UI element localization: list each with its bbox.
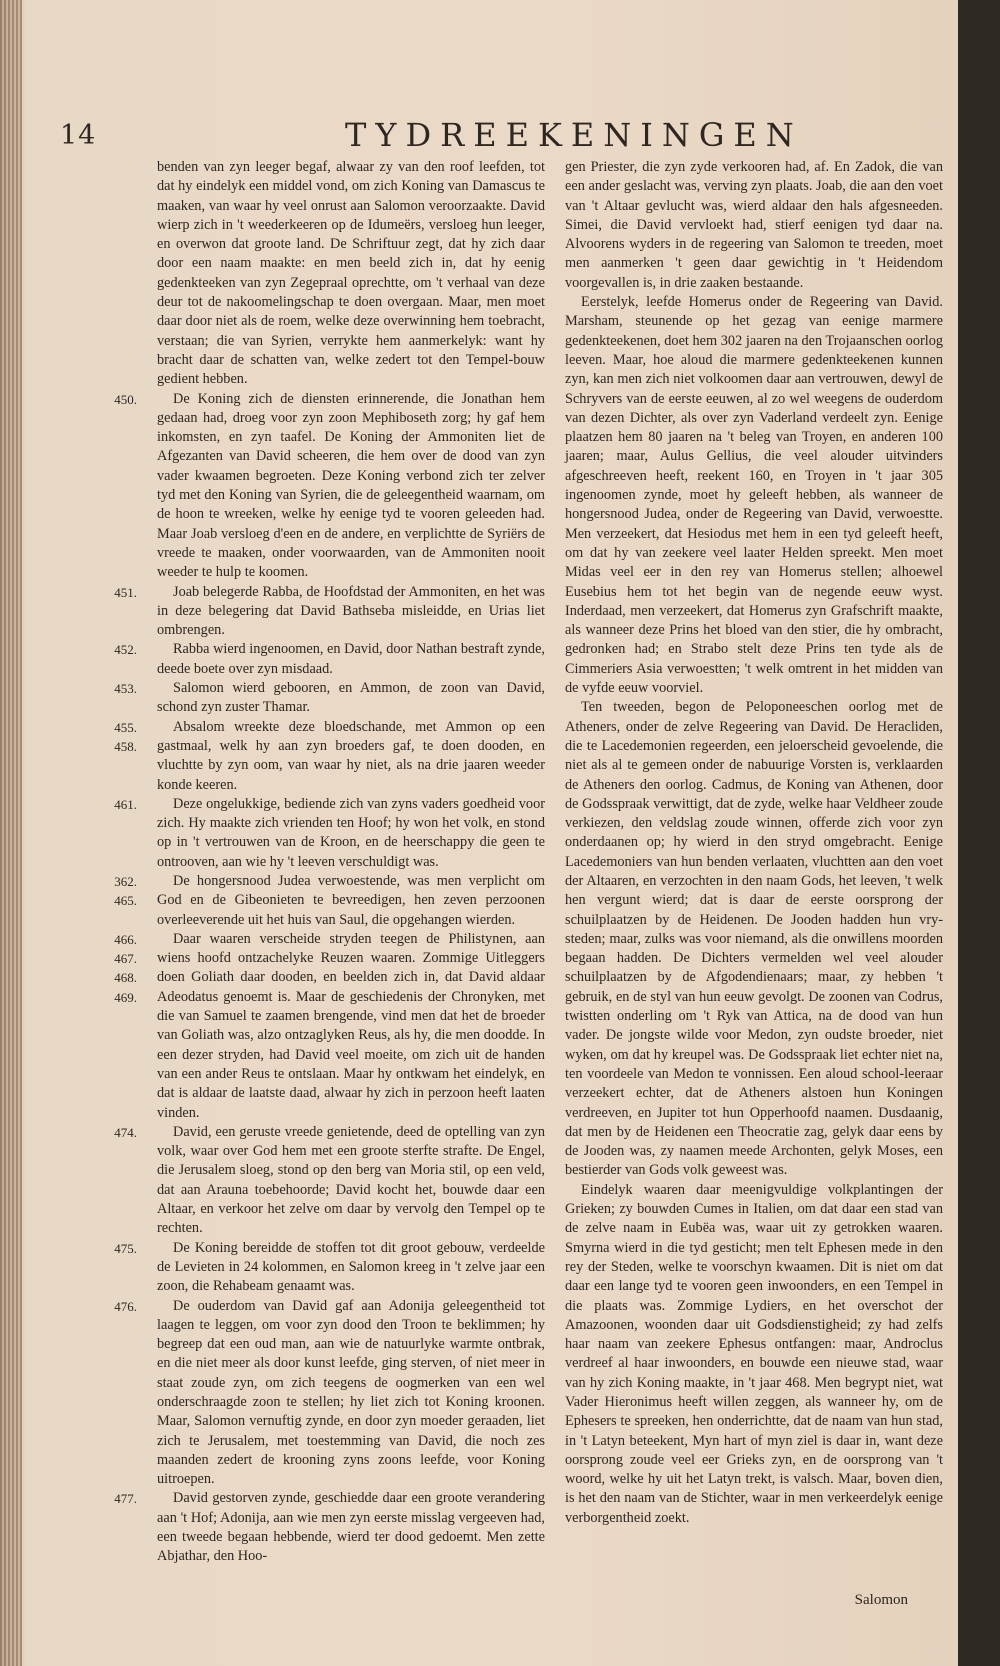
margin-year: 474.	[114, 1124, 137, 1140]
margin-year: 453.	[114, 681, 137, 697]
catchword: Salomon	[854, 1592, 908, 1608]
paragraph-text: Rabba wierd ingenoomen, en David, door Nathan bestraft zynde, deede boete over zyn misdaad.	[157, 641, 545, 677]
paragraph	[114, 1489, 545, 1566]
paragraph: Eerstelyk, leefde Homerus onder de Regeering van David. Marsham, steunende op het gezag van eenige marmere gedenkteekenen, doet hem 302 jaaren na den Trojaanschen oorlog leeven. Maar, hoe aloud die marmere gedenkteekenen kunnen zyn, kan men zich niet volkoomen daar aan vertrouwen, dewyl de Schryvers van de eerste eeuwen, al zo wel weegens de ouderdom van dezen Dichter, als over zyn Vaderland verdeelt zyn. Eenige plaatzen hem 80 jaaren na 't beleg van Troyen, en anderen 100 jaaren; maar, Aulus Gellius, die veel alouder uitvinders afgeschreeven heeft, reekent 160, en Troyen in 't jaar 305 ingenoomen zynde, moet hy geleeft hebben, als wanneer de hongersnood Judea, onder de Regeering van David, verwoestte. Men verzeekert, dat Hesiodus met hem in een tyd geleeft heeft, om dat hy van zeekere veel laater Helden spreekt. Men moet Midas veel eer in den rey van Homerus stellen; alhoewel Eusebius hem tot het begin van de negende eeuw wyst. Inderdaad, men verzeekert, dat Homerus zyn Grafschrift maakte, als wanneer deze Prins het bloed van den stier, die hy ombracht, gedronken had; en Strabo stelt deze Prins ten tyde als de Cimmeriers Asia verwoestten; 't welk omtrent in het midden van de vyfde eeuw voorviel.	[565, 294, 943, 697]
paragraph: Ten tweeden, begon de Peloponeeschen oorlog met de Atheners, onder de zelve Regeering van David. De Heracliden, die te Lacedemonien regeerden, een jeloerscheid gevoelende, die niet als al te gemeen onder de nabuurige Vorsten is, verklaarden de Atheners den oorlog. Cadmus, de Koning van Athenen, door de Godsspraak verwittigt, dat de zyde, welke haar Veldheer zoude verkiezen, den veldslag zoude winnen, offerde zich voor zyn onderdaanen op; hy wierd in den stryd omgebracht. Eenige Lacedemoniers van hun benden verlaaten, vluchtten aan den voet der Altaaren, en verzochten in den naam Gods, het leeven, 't welk hen vergunt wierd; dat is daar de eerste oorsprong der schuilplaatzen by de Heidenen. De Jooden hadden hun vry-steden; maar, zulks was voor niemand, als die onwillens moorden begaan hadden. De Dichters vermelden wel veel alouder schuilplaatzen by de Afgodendienaars; maar, zy hebben 't gebruik, en de styl van hun eeuw gevolgt. De zoonen van Codrus, twistten onderling om 't Ryk van Attica, na de dood van hun vader. De jongste wilde voor Medon, zyn oudste broeder, niet wyken, om dat hy kreupel was. De Godsspraak liet echter niet na, ten voordeele van Medon te vonnissen. Een aloud school-leeraar verzeekert echter, dat de Atheners alstoen hun Koningen verdreeven, en Jupiter tot hun Opperhoofd naamen. Dusdaanig, dat men by de Heidenen een Theocratie zag, gelyk daar eens by de Jooden was, zy naamen meede Archonten, gelyk Moses, een bestierder van Gods volk geweest was.	[565, 699, 943, 1179]
page-edges	[0, 0, 22, 1666]
paragraph	[114, 1297, 545, 1490]
paragraph	[114, 872, 545, 930]
paragraph-text: De Koning zich de diensten erinnerende, die Jonathan hem gedaan had, droeg voor zyn zoon Mephiboseth zorg; hy gaf hem inkomsten, en zyn taafel. De Koning der Ammoniten liet de Afgezanten van David scheeren, die hem over de dood van zyn vader kwaamen begroeten. Deze Koning verbond zich ter zelver tyd met den Koning van Syrien, die de geleegentheid waarnam, om de hoon te wreeken, welke hy eenige tyd te vooren geleeden had. Maar Joab versloeg d'een en de andere, en verplichtte de Syriërs de vreede te maaken, onder voorwaarden, van de Ammoniten nooit weeder te hulp te koomen.	[157, 390, 545, 581]
margin-year: 450.	[114, 391, 137, 407]
paragraph-text: Deze ongelukkige, bediende zich van zyns vaders goedheid voor zich. Hy maakte zich vrienden ten Hoof; hy won het volk, en stond op in 't vertrouwen van de Kroon, en de heerschappy die geen te ontrooven, aan wie hy 't leeven verschuldigt was.	[157, 795, 545, 870]
paragraph	[114, 679, 545, 718]
paragraph: Eindelyk waaren daar meenigvuldige volkplantingen der Grieken; zy bouwden Cumes in Italien, om dat daar een stad van de zelve naam in Eubëa was, waar uit zy getrokken waaren. Smyrna wierd in die tyd gesticht; men telt Ephesen mede in den rey der Steden, welke te voorschyn kwaamen. Dit is niet om dat daar een lange tyd te vooren geen inwoonders, en een Tempel in die plaats was. Zommige Lydiers, en het overschot der Amazoonen, woonden daar uit Godsdienstigheid; zy had zelfs haar naam van zeekere Ephesus ontfangen: maar, Androclus verdreef al haar inwoonders, en bouwde een nieuwe stad, waar van hy zich Koning maakte, in 't jaar 468. Men begrypt niet, wat Vader Hieronimus heeft willen zeggen, als wanneer hy, om de Ephesers te spreeken, hen onderrichtte, dat de naam van hun stad, in 't Latyn beteekent, Myn hart of myn ziel is daar in, want deze oorsprong zoude veel eer Grieks zyn, en de oorsprong van 't woord, welke hy uit het Latyn trekt, is valsch. Maar, boven dien, is het den naam van de Stichter, waar in men verkeerdelyk eenige verborgentheid zoekt.	[565, 1181, 943, 1526]
paragraph	[114, 930, 545, 1123]
margin-year: 466. 467. 468. 469.	[114, 931, 137, 1005]
paragraph-text: benden van zyn leeger begaf, alwaar zy van den roof leefden, tot dat hy eindelyk een middel vond, om zich Koning van Damascus te maaken, van waar hy veel onrust aan Salomon veroorzaakte. David wierp zich in 't weederkeeren op de Idumeërs, versloeg hun leeger, en overwon dat groote land. De Schriftuur zegt, dat hy zich daar door een naam maakte: en men beeld zich in, dat hy eenig gedenkteeken van zyn Zegepraal oprechtte, om 't verhaal van deze deur tot de nakoomelingschap te doen overgaan. Maar, men moet daar door niet als de roem, welke deze overwinning hem toebracht, verstaan; die van Syrien, verrykte hem aanmerkelyk: want hy bracht daar de schatten van, welke zedert tot den Tempel-bouw gedient hebben.	[157, 159, 545, 388]
page-number: 14	[60, 120, 97, 151]
paragraph: gen Priester, die zyn zyde verkooren had, af. En Zadok, die van een ander geslacht was, verving zyn plaats. Joab, die aan den voet van 't Altaar gevlucht was, wierd aldaar den hals afgesneeden. Simei, die David vervloekt had, stierf eenigen tyd daar na. Alvoorens wyders in de regeering van Salomon te treeden, moet men aanmerken 't geen daar gewichtig in 't Heidendom voorgevallen is, in drie zaaken bestaande.	[565, 159, 943, 291]
paragraph-text: David gestorven zynde, geschiedde daar een groote verandering aan 't Hof; Adonija, aan wie men zyn eerste misslag vergeeven had, een tweede begaan hebbende, wierd ter dood gedoemt. Men zette Abjathar, den Hoo-	[157, 1490, 545, 1565]
paragraph	[114, 1123, 545, 1239]
margin-year: 451.	[114, 584, 137, 600]
paragraph-text: De hongersnood Judea verwoestende, was men verplicht om God en de Gibeonieten te bevreedigen, hen zeven perzoonen overleeverende uit het huis van Saul, die opgehangen wierden.	[157, 872, 545, 928]
right-column	[565, 158, 943, 1528]
paragraph	[157, 158, 545, 390]
paragraph-text: Salomon wierd gebooren, en Ammon, de zoon van David, schond zyn zuster Thamar.	[157, 680, 545, 716]
book-gutter	[958, 0, 1000, 1666]
margin-year: 455. 458.	[114, 719, 137, 754]
paragraph-text: Joab belegerde Rabba, de Hoofdstad der Ammoniten, en het was in deze belegering dat David Bathseba misleidde, en Urias liet ombrengen.	[157, 583, 545, 639]
margin-year: 477.	[114, 1491, 137, 1507]
margin-year: 452.	[114, 642, 137, 658]
paragraph	[114, 718, 545, 795]
left-column	[114, 158, 545, 1567]
paragraph	[114, 1239, 545, 1297]
paragraph	[114, 795, 545, 872]
paragraph-text: Daar waaren verscheide stryden teegen de Philistynen, aan wiens hoofd ontzachelyke Reuzen waaren. Zommige Uitleggers doen Goliath daar dooden, en beelden zich in, dat David aldaar Adeodatus genoemt is. Maar de geschiedenis der Chronyken, met die van Samuel te zaamen brengende, vind men dat het de broeder van Goliath was, alzo ontzaglyken Reus, als hy, die men doodde. In een dezer stryden, had David veel moeite, om zich uit de handen van een ander Reus te ontslaan. Maar hy ontkwam het eindelyk, en dat is aldaar de laatste daad, alwaar hy zich in perzoon heeft laaten vinden.	[157, 930, 545, 1121]
paragraph-text: De ouderdom van David gaf aan Adonija geleegentheid tot laagen te leggen, om voor zyn dood den Troon te beklimmen; hy begreep dat een oud man, aan wie de natuurlyke warmte ontbrak, en die niet meer als door kunst leefde, ging sterven, of niet meer in staat zoude zyn, om zich teegens de oogmerken van een wel onderschraagde zoon te stellen; hy liet zich tot Koning kroonen. Maar, Salomon vernuftig zynde, en door zyn moeder geraaden, liet zich te Jerusalem, met toestemming van David, die noch zes maanden zedert de krooning zyns zoons leefde, voor Koning uitroepen.	[157, 1297, 545, 1488]
paragraph	[114, 640, 545, 679]
paragraph	[114, 390, 545, 583]
margin-year: 475.	[114, 1240, 137, 1256]
running-head: TYDREEKENINGEN	[345, 116, 803, 154]
margin-year: 362. 465.	[114, 873, 137, 909]
margin-year: 461.	[114, 796, 137, 812]
margin-year: 476.	[114, 1298, 137, 1314]
paragraph-text: David, een geruste vreede genietende, deed de optelling van zyn volk, waar over God hem met een groote sterfte strafte. De Engel, die Jerusalem sloeg, stond op den berg van Moria stil, op een veld, dat aan Arauna toebehoorde; David kocht het, bouwde daar een Altaar, en verkoor het zelve om daar by vervolg den Tempel op te rechten.	[157, 1123, 545, 1237]
paragraph-text: Absalom wreekte deze bloedschande, met Ammon op een gastmaal, welk hy aan zyn broeders gaf, te doen dooden, en vluchtte by zyn oom, van waar hy niet, als na drie jaaren weeder konde keeren.	[157, 718, 545, 793]
paragraph	[114, 583, 545, 641]
paragraph-text: De Koning bereidde de stoffen tot dit groot gebouw, verdeelde de Levieten in 24 kolommen, en Salomon kreeg in 't zelve jaar een zoon, die Rehabeam genaamt was.	[157, 1239, 545, 1295]
